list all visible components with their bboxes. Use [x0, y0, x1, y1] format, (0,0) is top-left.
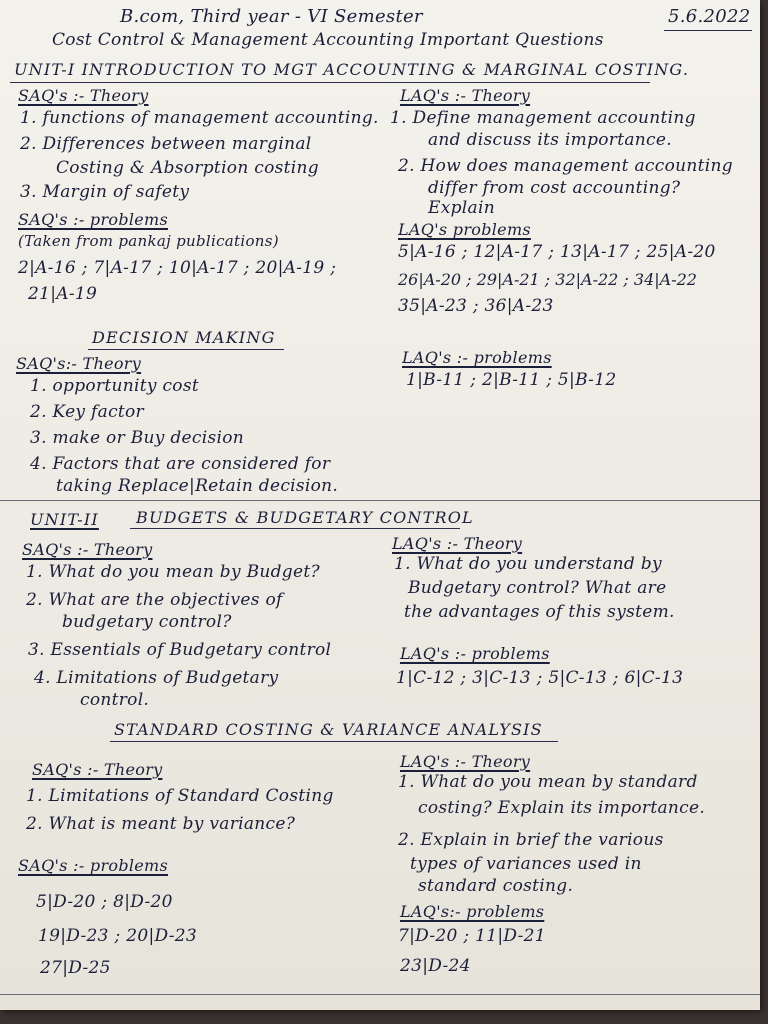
standard-laq-theory-item: standard costing. — [418, 876, 574, 896]
unit1-saq-theory-label: SAQ's :- Theory — [18, 86, 149, 105]
decision-laq-problems-label: LAQ's :- problems — [402, 348, 552, 367]
unit2-saq-theory-item: 1. What do you mean by Budget? — [26, 562, 320, 582]
unit1-saq-theory-item: 3. Margin of safety — [20, 182, 190, 202]
unit2-laq-theory-item: 1. What do you understand by — [394, 554, 662, 574]
standard-heading-rule — [110, 741, 558, 742]
unit1-laq-problems-label: LAQ's problems — [398, 220, 531, 239]
decision-heading: DECISION MAKING — [92, 328, 276, 347]
course-line: B.com, Third year - VI Semester — [120, 6, 423, 27]
unit2-saq-theory-item: 2. What are the objectives of — [26, 590, 283, 610]
unit2-laq-theory-label: LAQ's :- Theory — [392, 534, 523, 553]
unit1-laq-problems-line: 35|A-23 ; 36|A-23 — [398, 296, 554, 316]
decision-saq-theory-item: taking Replace|Retain decision. — [56, 476, 339, 496]
standard-laq-theory-item: 2. Explain in brief the various — [398, 830, 664, 850]
unit1-laq-theory-item: and discuss its importance. — [428, 130, 672, 150]
date: 5.6.2022 — [668, 6, 751, 27]
unit2-heading-title: BUDGETS & BUDGETARY CONTROL — [136, 508, 474, 527]
unit1-laq-theory-label: LAQ's :- Theory — [400, 86, 531, 105]
unit1-saq-theory-item: Costing & Absorption costing — [56, 158, 319, 178]
standard-laq-theory-item: costing? Explain its importance. — [418, 798, 706, 818]
unit2-laq-problems-line: 1|C-12 ; 3|C-13 ; 5|C-13 ; 6|C-13 — [396, 668, 684, 688]
unit1-saq-problems-line: 2|A-16 ; 7|A-17 ; 10|A-17 ; 20|A-19 ; — [18, 258, 337, 278]
standard-saq-theory-item: 2. What is meant by variance? — [26, 814, 296, 834]
unit2-saq-theory-item: 4. Limitations of Budgetary — [34, 668, 279, 688]
unit1-heading: UNIT-I INTRODUCTION TO MGT ACCOUNTING & MARGINAL COSTING. — [14, 60, 690, 79]
unit1-saq-theory-item: 1. functions of management accounting. — [20, 108, 379, 128]
section-divider — [0, 500, 760, 501]
decision-saq-theory-label: SAQ's:- Theory — [16, 354, 142, 373]
standard-saq-problems-line: 27|D-25 — [40, 958, 111, 978]
decision-laq-problems-line: 1|B-11 ; 2|B-11 ; 5|B-12 — [406, 370, 617, 390]
standard-saq-problems-label: SAQ's :- problems — [18, 856, 169, 875]
decision-saq-theory-item: 1. opportunity cost — [30, 376, 200, 396]
unit1-saq-problems-line: 21|A-19 — [28, 284, 98, 304]
standard-saq-problems-line: 5|D-20 ; 8|D-20 — [36, 892, 173, 912]
unit2-laq-theory-item: Budgetary control? What are — [408, 578, 667, 598]
unit1-laq-theory-item: differ from cost accounting? — [428, 178, 681, 198]
unit2-saq-theory-label: SAQ's :- Theory — [22, 540, 153, 559]
standard-laq-theory-label: LAQ's :- Theory — [400, 752, 531, 771]
unit1-laq-theory-item: 2. How does management accounting — [398, 156, 733, 176]
standard-laq-problems-line: 23|D-24 — [400, 956, 471, 976]
unit2-saq-theory-item: control. — [80, 690, 150, 710]
decision-saq-theory-item: 3. make or Buy decision — [30, 428, 245, 448]
standard-saq-theory-label: SAQ's :- Theory — [32, 760, 163, 779]
unit1-saq-problems-note: (Taken from pankaj publications) — [18, 232, 279, 250]
unit1-heading-rule — [10, 82, 650, 83]
unit2-saq-theory-item: 3. Essentials of Budgetary control — [28, 640, 332, 660]
standard-saq-problems-line: 19|D-23 ; 20|D-23 — [38, 926, 197, 946]
unit2-saq-theory-item: budgetary control? — [62, 612, 232, 632]
unit2-heading-rule — [130, 528, 460, 529]
page-title: Cost Control & Management Accounting Important Questions — [52, 30, 604, 50]
unit1-laq-problems-line: 5|A-16 ; 12|A-17 ; 13|A-17 ; 25|A-20 — [398, 242, 716, 262]
standard-laq-theory-item: types of variances used in — [410, 854, 642, 874]
unit2-laq-theory-item: the advantages of this system. — [404, 602, 675, 622]
date-underline — [664, 30, 752, 31]
unit2-laq-problems-label: LAQ's :- problems — [400, 644, 550, 663]
unit1-laq-theory-item: Explain — [428, 198, 495, 218]
standard-laq-theory-item: 1. What do you mean by standard — [398, 772, 698, 792]
standard-heading: STANDARD COSTING & VARIANCE ANALYSIS — [114, 720, 543, 739]
decision-heading-rule — [88, 349, 284, 350]
unit1-saq-theory-item: 2. Differences between marginal — [20, 134, 312, 154]
decision-saq-theory-item: 4. Factors that are considered for — [30, 454, 331, 474]
unit2-heading-unit: UNIT-II — [30, 510, 99, 529]
standard-laq-problems-label: LAQ's:- problems — [400, 902, 545, 921]
standard-laq-problems-line: 7|D-20 ; 11|D-21 — [398, 926, 546, 946]
decision-saq-theory-item: 2. Key factor — [30, 402, 144, 422]
bottom-edge-line — [0, 994, 760, 995]
unit1-laq-theory-item: 1. Define management accounting — [390, 108, 696, 128]
unit1-laq-problems-line: 26|A-20 ; 29|A-21 ; 32|A-22 ; 34|A-22 — [398, 270, 697, 289]
standard-saq-theory-item: 1. Limitations of Standard Costing — [26, 786, 334, 806]
unit1-saq-problems-label: SAQ's :- problems — [18, 210, 169, 229]
